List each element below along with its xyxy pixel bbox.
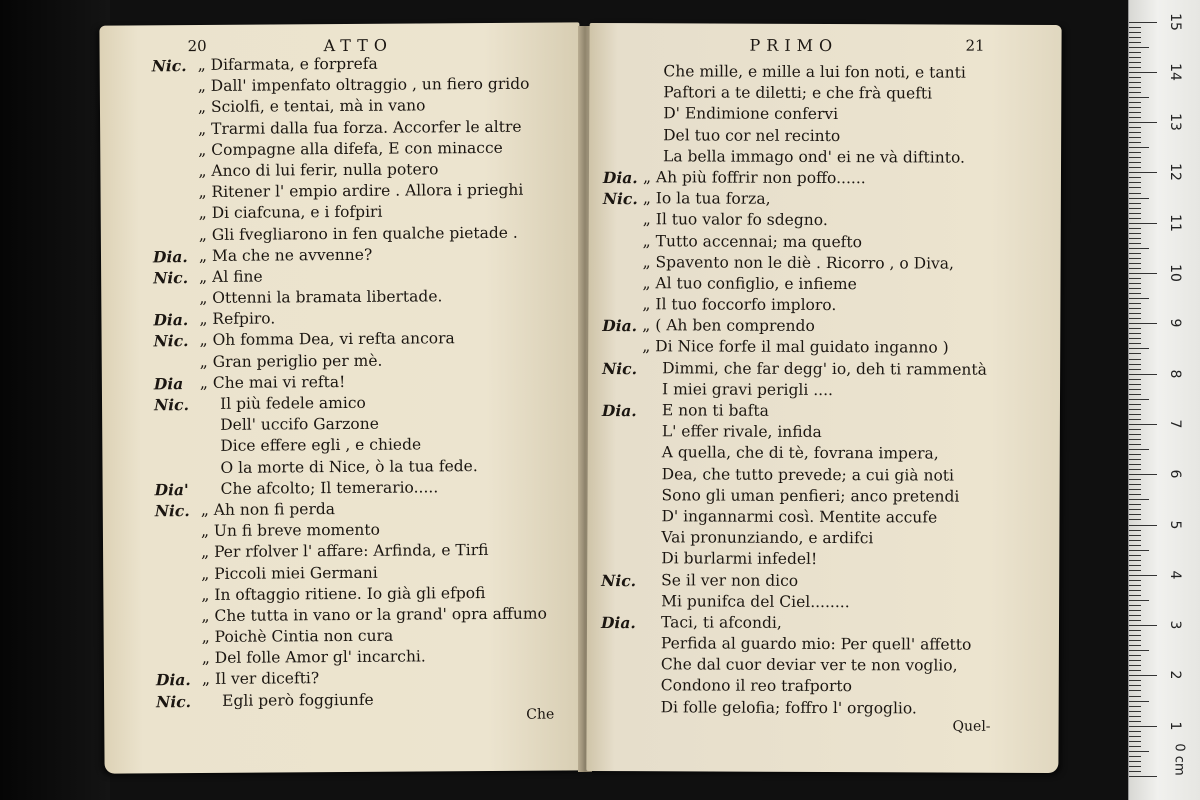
ruler-tick xyxy=(1129,434,1141,435)
ruler-tick xyxy=(1129,701,1149,702)
ruler-number: 13 xyxy=(1167,113,1183,131)
ruler-tick xyxy=(1129,711,1141,712)
ruler-tick xyxy=(1129,77,1141,78)
ruler-tick xyxy=(1129,182,1141,183)
verse-text: „ Compagne alla difefa, E con minacce xyxy=(198,138,503,159)
ruler-tick xyxy=(1129,208,1141,209)
ruler-tick xyxy=(1129,464,1141,465)
verse-line xyxy=(589,188,1061,211)
ruler-tick xyxy=(1129,580,1141,581)
verse-text: Che afcolto; Il temerario..... xyxy=(220,478,439,498)
ruler-tick xyxy=(1129,660,1141,661)
verse-line xyxy=(588,294,1060,317)
verse-line xyxy=(588,464,1060,487)
ruler-tick xyxy=(1129,87,1141,88)
ruler-tick xyxy=(1129,97,1149,98)
ruler-tick xyxy=(1129,323,1157,324)
ruler-tick xyxy=(1129,670,1141,671)
right-catchword: Quel- xyxy=(952,718,991,735)
ruler-tick xyxy=(1129,384,1141,385)
ruler-tick xyxy=(1129,82,1141,83)
verse-line xyxy=(587,591,1059,614)
ruler-tick xyxy=(1129,620,1141,621)
ruler-tick xyxy=(1129,157,1141,158)
speaker-label: Nic. xyxy=(153,331,189,351)
ruler-tick xyxy=(1129,655,1141,656)
ruler-tick xyxy=(1129,22,1157,23)
ruler-tick xyxy=(1129,570,1141,571)
verse-text: „ Il tuo foccorfo imploro. xyxy=(642,295,837,315)
verse-line xyxy=(589,252,1061,275)
ruler-tick xyxy=(1129,439,1141,440)
verse-line xyxy=(588,336,1060,359)
ruler-tick xyxy=(1129,318,1141,319)
verse-text: „ Al tuo configlio, e infieme xyxy=(642,274,857,294)
ruler-tick xyxy=(1129,142,1141,143)
verse-text: Il più fedele amico xyxy=(219,393,366,413)
verse-text: Dell' uccifo Garzone xyxy=(220,414,379,435)
ruler-number: 12 xyxy=(1167,163,1183,182)
verse-text: „ Sciolfi, e tentai, mà in vano xyxy=(197,96,426,117)
verse-line xyxy=(588,379,1060,402)
verse-line xyxy=(587,675,1059,698)
ruler-tick xyxy=(1129,152,1141,153)
ruler-unit-label: 0 cm xyxy=(1171,743,1187,776)
ruler-tick xyxy=(1129,444,1141,445)
ruler-tick xyxy=(1129,147,1149,148)
ruler-number: 1 xyxy=(1167,721,1183,731)
ruler-tick xyxy=(1129,459,1141,460)
verse-line xyxy=(589,230,1061,253)
ruler-tick xyxy=(1129,545,1141,546)
speaker-label: Nic. xyxy=(153,395,189,415)
speaker-label: Dia. xyxy=(602,167,638,188)
ruler-tick xyxy=(1129,530,1141,531)
ruler-tick xyxy=(1129,57,1141,58)
verse-text: Se il ver non dico xyxy=(661,570,799,590)
background-shadow xyxy=(0,0,110,800)
verse-text: Condono il reo trafporto xyxy=(660,676,852,696)
ruler-tick xyxy=(1129,716,1141,717)
ruler-tick xyxy=(1129,218,1141,219)
verse-text: La bella immago ond' ei ne và diftinto. xyxy=(663,147,965,167)
verse-text: „ Oh fomma Dea, vi refta ancora xyxy=(199,329,455,350)
speaker-label: Nic. xyxy=(154,501,190,521)
ruler-tick xyxy=(1129,479,1141,480)
ruler-tick xyxy=(1129,193,1141,194)
verse-line xyxy=(588,358,1060,381)
verse-text: „ Il tuo valor fo sdegno. xyxy=(642,210,828,230)
verse-text: „ Difarmata, e forprefa xyxy=(197,54,378,74)
verse-line xyxy=(587,527,1059,550)
ruler-tick xyxy=(1129,746,1141,747)
verse-text: D' Endimione confervi xyxy=(663,104,839,124)
ruler-tick xyxy=(1129,42,1141,43)
speaker-label: Dia. xyxy=(152,246,188,267)
ruler-tick xyxy=(1129,555,1141,556)
verse-text: Mi punifca del Ciel........ xyxy=(661,591,850,611)
ruler-tick xyxy=(1129,177,1141,178)
ruler-number: 2 xyxy=(1167,670,1183,680)
ruler-tick xyxy=(1129,303,1141,304)
verse-text: „ Trarmi dalla fua forza. Accorfer le altre xyxy=(198,117,522,138)
ruler-tick xyxy=(1129,494,1141,495)
ruler-tick xyxy=(1129,338,1141,339)
ruler-tick xyxy=(1129,509,1141,510)
ruler-tick xyxy=(1129,399,1149,400)
verse-line xyxy=(589,61,1061,84)
verse-text: „ Di ciafcuna, e i fofpiri xyxy=(198,203,383,223)
ruler-tick xyxy=(1129,102,1141,103)
verse-line xyxy=(589,146,1061,169)
verse-text: „ Refpiro. xyxy=(199,309,276,329)
ruler-tick xyxy=(1129,359,1141,360)
ruler-tick xyxy=(1129,474,1157,475)
verse-text: „ Dall' impenfato oltraggio , un fiero grido xyxy=(197,74,530,96)
ruler-tick xyxy=(1129,645,1141,646)
verse-text: „ In oftaggio ritiene. Io già gli efpofi xyxy=(201,583,486,604)
right-page xyxy=(586,23,1061,773)
verse-text: I miei gravi perigli .... xyxy=(661,380,833,399)
ruler-tick xyxy=(1129,92,1141,93)
ruler-tick xyxy=(1129,696,1141,697)
ruler-tick xyxy=(1129,62,1141,63)
ruler-tick xyxy=(1129,238,1141,239)
ruler-tick xyxy=(1129,333,1141,334)
ruler-tick xyxy=(1129,233,1141,234)
verse-text: „ Ritener l' empio ardire . Allora i prieghi xyxy=(198,180,524,202)
ruler-tick xyxy=(1129,776,1157,777)
speaker-label: Nic. xyxy=(153,267,189,288)
ruler-tick xyxy=(1129,369,1141,370)
speaker-label: Dia. xyxy=(601,401,637,421)
ruler-tick xyxy=(1129,228,1141,229)
ruler-tick xyxy=(1129,298,1149,299)
left-running-head: ATTO xyxy=(323,35,394,56)
verse-line xyxy=(589,125,1061,148)
verse-line xyxy=(104,688,584,713)
verse-line xyxy=(587,569,1059,592)
verse-line xyxy=(588,400,1060,423)
ruler-tick xyxy=(1129,343,1141,344)
ruler-tick xyxy=(1129,374,1157,375)
ruler-tick xyxy=(1129,172,1157,173)
left-catchword: Che xyxy=(526,706,555,723)
verse-text: E non ti bafta xyxy=(661,401,769,420)
verse-text: L' effer rivale, infida xyxy=(661,422,822,442)
verse-text: „ Gran periglio per mè. xyxy=(199,351,383,371)
ruler-tick xyxy=(1129,605,1141,606)
verse-text: „ Spavento non le diè . Ricorro , o Diva, xyxy=(642,252,955,273)
verse-text: Paftori a te diletti; e che frà quefti xyxy=(663,83,933,103)
verse-text: Perfida al guardo mio: Per quell' affetto xyxy=(660,634,972,654)
verse-line xyxy=(589,209,1061,232)
ruler-tick xyxy=(1129,27,1141,28)
left-text-block xyxy=(100,52,585,712)
verse-line xyxy=(588,421,1060,444)
ruler-tick xyxy=(1129,540,1141,541)
verse-line xyxy=(588,273,1060,296)
ruler-tick xyxy=(1129,565,1141,566)
verse-line xyxy=(587,548,1059,571)
ruler-tick xyxy=(1129,665,1141,666)
ruler-tick xyxy=(1129,162,1141,163)
ruler-tick xyxy=(1129,610,1141,611)
verse-text: Di folle gelofia; foffro l' orgoglio. xyxy=(660,697,917,718)
verse-text: „ Poichè Cintia non cura xyxy=(201,626,394,647)
speaker-label: Dia. xyxy=(602,316,638,336)
ruler-tick xyxy=(1129,379,1141,380)
ruler-tick xyxy=(1129,364,1141,365)
ruler-tick xyxy=(1129,414,1141,415)
ruler-tick xyxy=(1129,263,1141,264)
verse-text: „ Di Nice forfe il mal guidato inganno ) xyxy=(642,337,949,357)
ruler-number: 10 xyxy=(1167,264,1183,282)
ruler-tick xyxy=(1129,771,1141,772)
ruler-tick xyxy=(1129,132,1141,133)
ruler-tick xyxy=(1129,489,1141,490)
ruler-tick xyxy=(1129,107,1141,108)
verse-line xyxy=(587,506,1059,529)
ruler-tick xyxy=(1129,308,1141,309)
ruler-tick xyxy=(1129,203,1141,204)
verse-text: „ Al fine xyxy=(199,267,263,286)
ruler-tick xyxy=(1129,47,1149,48)
ruler-tick xyxy=(1129,595,1141,596)
ruler-tick xyxy=(1129,650,1149,651)
ruler-tick xyxy=(1129,585,1141,586)
verse-text: „ Piccoli miei Germani xyxy=(201,563,378,583)
ruler-tick xyxy=(1129,268,1141,269)
ruler-tick xyxy=(1129,535,1141,536)
verse-text: Egli però foggiunfe xyxy=(222,690,374,710)
ruler-tick xyxy=(1129,429,1141,430)
ruler-tick xyxy=(1129,122,1157,123)
verse-text: Dice effere egli , e chiede xyxy=(220,435,422,456)
ruler-tick xyxy=(1129,243,1141,244)
ruler-tick xyxy=(1129,52,1141,53)
verse-text: „ ( Ah ben comprendo xyxy=(642,316,815,336)
ruler-tick xyxy=(1129,625,1157,626)
ruler-tick xyxy=(1129,394,1141,395)
ruler-tick xyxy=(1129,409,1141,410)
ruler-tick xyxy=(1129,575,1157,576)
ruler-tick xyxy=(1129,213,1141,214)
ruler-number: 7 xyxy=(1167,419,1183,429)
ruler-tick xyxy=(1129,731,1141,732)
ruler-tick xyxy=(1129,198,1149,199)
ruler-tick xyxy=(1129,519,1141,520)
verse-text: „ Ma che ne avvenne? xyxy=(198,245,373,265)
ruler-tick xyxy=(1129,32,1141,33)
speaker-label: Nic. xyxy=(602,189,638,209)
speaker-label: Nic. xyxy=(156,691,192,711)
verse-line xyxy=(588,485,1060,508)
ruler-tick xyxy=(1129,560,1141,561)
ruler-tick xyxy=(1129,283,1141,284)
verse-text: „ Il ver dicefti? xyxy=(201,669,320,689)
ruler-number: 3 xyxy=(1167,620,1183,630)
verse-text: Dimmi, che far degg' io, deh ti rammentà xyxy=(662,358,987,379)
verse-text: „ Che mai vi refta! xyxy=(199,372,346,392)
ruler-tick xyxy=(1129,751,1149,752)
ruler-number: 9 xyxy=(1167,318,1183,328)
ruler-tick xyxy=(1129,127,1141,128)
ruler-tick xyxy=(1129,248,1149,249)
speaker-label: Dia' xyxy=(154,479,189,500)
verse-text: „ Del folle Amor gl' incarchi. xyxy=(201,647,426,668)
speaker-label: Dia. xyxy=(600,612,636,633)
ruler-tick xyxy=(1129,273,1157,274)
ruler-tick xyxy=(1129,721,1141,722)
ruler-tick xyxy=(1129,258,1141,259)
ruler-tick xyxy=(1129,514,1141,515)
verse-text: „ Un fi breve momento xyxy=(200,520,380,541)
verse-text: Del tuo cor nel recinto xyxy=(663,125,841,145)
ruler-tick xyxy=(1129,766,1141,767)
ruler-tick xyxy=(1129,278,1141,279)
left-page-number: 20 xyxy=(187,36,207,56)
right-page-header xyxy=(589,35,1061,59)
verse-text: Sono gli uman penfieri; anco pretendi xyxy=(661,486,960,506)
verse-text: Dea, che tutto prevede; a cui già noti xyxy=(661,464,955,485)
ruler-tick xyxy=(1129,424,1157,425)
ruler-tick xyxy=(1129,469,1141,470)
ruler-tick xyxy=(1129,293,1141,294)
ruler-tick xyxy=(1129,187,1141,188)
ruler-tick xyxy=(1129,550,1149,551)
verse-text: O la morte di Nice, ò la tua fede. xyxy=(220,456,478,477)
verse-text: „ Io la tua forza, xyxy=(642,189,771,208)
ruler-tick xyxy=(1129,328,1141,329)
verse-line xyxy=(589,82,1061,105)
ruler-tick xyxy=(1129,348,1149,349)
verse-line xyxy=(587,612,1059,635)
speaker-label: Dia. xyxy=(153,310,189,330)
ruler-tick xyxy=(1129,640,1141,641)
ruler-tick xyxy=(1129,504,1141,505)
ruler-number: 8 xyxy=(1167,369,1183,379)
right-page-number: 21 xyxy=(965,36,985,55)
ruler-tick xyxy=(1129,117,1141,118)
speaker-label: Nic. xyxy=(601,570,637,590)
ruler-number: 11 xyxy=(1167,213,1183,232)
ruler-tick xyxy=(1129,67,1141,68)
ruler-tick xyxy=(1129,680,1141,681)
ruler-tick xyxy=(1129,726,1157,727)
ruler-tick xyxy=(1129,223,1157,224)
ruler-tick xyxy=(1129,353,1141,354)
ruler-number: 6 xyxy=(1167,469,1183,479)
verse-line xyxy=(588,442,1060,465)
verse-text: „ Che tutta in vano or la grand' opra affumo xyxy=(201,604,547,625)
verse-line xyxy=(587,654,1059,677)
ruler-tick xyxy=(1129,37,1141,38)
verse-text: Che mille, e mille a lui fon noti, e tanti xyxy=(663,62,966,82)
right-running-head: PRIMO xyxy=(749,35,839,56)
verse-text: „ Per rfolver l' affare: Arfinda, e Tirfi xyxy=(201,541,489,562)
ruler-tick xyxy=(1129,389,1141,390)
ruler-number: 15 xyxy=(1167,12,1183,31)
ruler-tick xyxy=(1129,167,1141,168)
verse-text: Che dal cuor deviar ver te non voglio, xyxy=(660,655,958,675)
verse-text: „ Anco di lui ferir, nulla potero xyxy=(198,160,439,180)
verse-text: „ Gli fvegliarono in fen qualche pietade . xyxy=(198,223,518,244)
ruler-tick xyxy=(1129,685,1141,686)
ruler-tick xyxy=(1129,404,1141,405)
verse-line xyxy=(589,103,1061,126)
verse-text: Vai pronunziando, e ardifci xyxy=(661,528,874,548)
speaker-label: Dia xyxy=(153,373,184,394)
left-page xyxy=(99,22,584,773)
right-text-block xyxy=(587,61,1062,720)
ruler-tick xyxy=(1129,112,1141,113)
ruler-tick xyxy=(1129,525,1157,526)
verse-text: „ Ah più foffrir non poffo...... xyxy=(642,168,866,188)
verse-text: A quella, che di tè, fovrana impera, xyxy=(661,443,939,463)
ruler-tick xyxy=(1129,706,1141,707)
ruler-number: 5 xyxy=(1167,520,1183,529)
ruler-number: 4 xyxy=(1167,570,1183,580)
ruler-tick xyxy=(1129,72,1157,73)
verse-text: „ Ottenni la bramata libertade. xyxy=(199,287,443,308)
speaker-label: Nic. xyxy=(151,56,187,76)
speaker-label: Nic. xyxy=(602,358,638,378)
ruler-tick xyxy=(1129,690,1141,691)
ruler-tick xyxy=(1129,313,1141,314)
verse-line xyxy=(588,315,1060,338)
verse-line xyxy=(587,633,1059,656)
ruler-tick xyxy=(1129,756,1141,757)
verse-text: „ Tutto accennai; ma quefto xyxy=(642,231,863,251)
ruler-tick xyxy=(1129,635,1141,636)
verse-text: Di burlarmi infedel! xyxy=(661,549,818,569)
ruler-tick xyxy=(1129,741,1141,742)
ruler-tick xyxy=(1129,499,1149,500)
speaker-label: Dia. xyxy=(155,670,191,690)
ruler-tick xyxy=(1129,454,1141,455)
ruler-tick xyxy=(1129,736,1141,737)
ruler-tick xyxy=(1129,137,1141,138)
verse-line xyxy=(589,167,1061,190)
ruler-tick xyxy=(1129,419,1141,420)
ruler-tick xyxy=(1129,449,1149,450)
ruler-tick xyxy=(1129,761,1141,762)
verse-text: D' ingannarmi così. Mentite accufe xyxy=(661,507,938,527)
verse-text: „ Ah non fi perda xyxy=(200,499,336,519)
ruler-tick xyxy=(1129,600,1149,601)
ruler-tick xyxy=(1129,253,1141,254)
measuring-ruler xyxy=(1128,0,1200,800)
ruler-tick xyxy=(1129,615,1141,616)
ruler-tick xyxy=(1129,630,1141,631)
ruler-number: 14 xyxy=(1167,62,1183,81)
verse-text: Taci, ti afcondi, xyxy=(660,613,782,632)
ruler-tick xyxy=(1129,675,1157,676)
ruler-tick xyxy=(1129,288,1141,289)
ruler-tick xyxy=(1129,590,1141,591)
verse-line xyxy=(587,697,1059,720)
ruler-tick xyxy=(1129,484,1141,485)
